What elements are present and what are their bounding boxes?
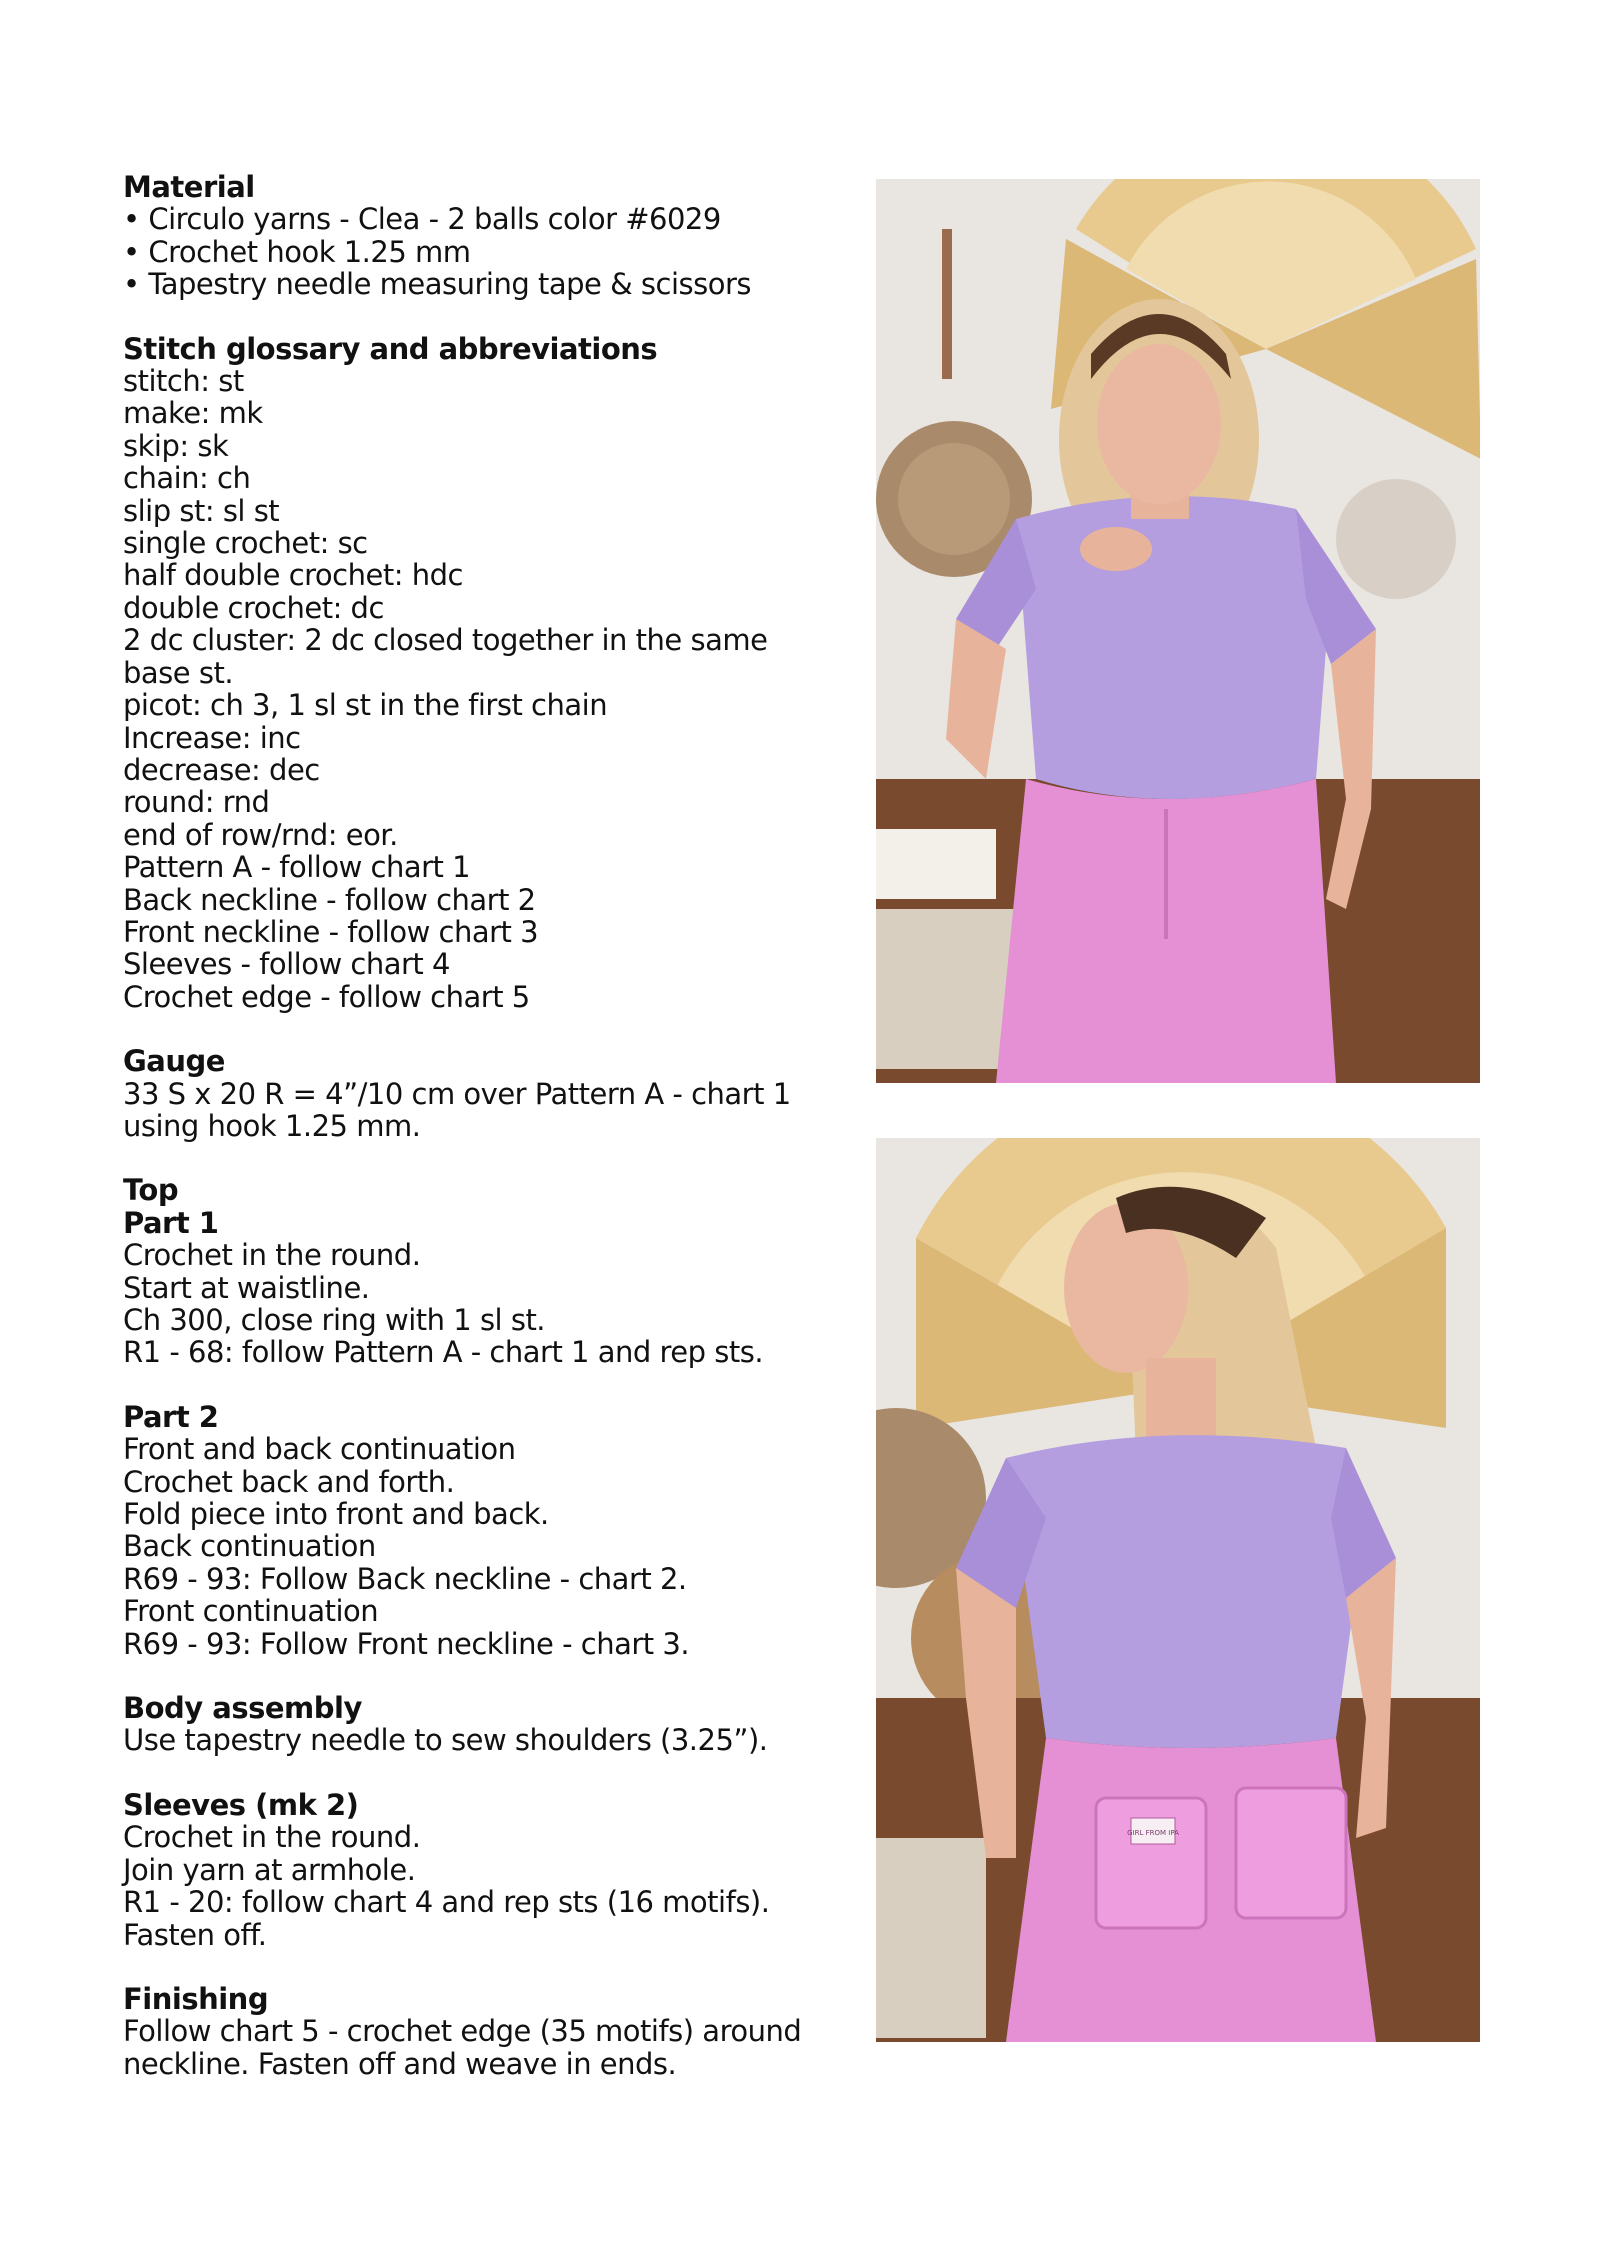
part2-item: Front continuation bbox=[123, 1594, 379, 1629]
part2-item: Crochet back and forth. bbox=[123, 1464, 455, 1499]
body-assembly-text: Use tapestry needle to sew shoulders (3.25”). bbox=[123, 1723, 768, 1758]
part2-section bbox=[123, 1401, 803, 1660]
glossary-item: 2 dc cluster: 2 dc closed together in the same base st. bbox=[123, 623, 768, 690]
body-assembly-section bbox=[123, 1692, 803, 1757]
part2-item: R69 - 93: Follow Front neckline - chart 3. bbox=[123, 1626, 690, 1661]
glossary-item: Increase: inc bbox=[123, 720, 301, 755]
glossary-item: half double crochet: hdc bbox=[123, 558, 463, 593]
glossary-item: picot: ch 3, 1 sl st in the first chain bbox=[123, 688, 608, 723]
model-front-photo bbox=[876, 179, 1480, 1083]
back-pocket bbox=[1236, 1788, 1346, 1918]
instructions-column bbox=[123, 171, 803, 2112]
glossary-item: Front neckline - follow chart 3 bbox=[123, 914, 539, 949]
material-item: • Circulo yarns - Clea - 2 balls color #6029 bbox=[123, 202, 721, 237]
part1-item: Start at waistline. bbox=[123, 1270, 370, 1305]
glossary-item: skip: sk bbox=[123, 428, 229, 463]
gauge-section bbox=[123, 1045, 803, 1142]
glossary-section bbox=[123, 333, 803, 1014]
part1-item: Crochet in the round. bbox=[123, 1238, 421, 1273]
glossary-item: Crochet edge - follow chart 5 bbox=[123, 979, 530, 1014]
sleeves-item: R1 - 20: follow chart 4 and rep sts (16 motifs). bbox=[123, 1885, 770, 1920]
finishing-heading: Finishing bbox=[123, 1981, 269, 2016]
glossary-item: slip st: sl st bbox=[123, 493, 280, 528]
lavender-top bbox=[1016, 496, 1326, 799]
lavender-top bbox=[1006, 1435, 1356, 1748]
glossary-item: Back neckline - follow chart 2 bbox=[123, 882, 536, 917]
sleeves-item: Fasten off. bbox=[123, 1917, 267, 1952]
glossary-item: round: rnd bbox=[123, 785, 270, 820]
material-item: • Tapestry needle measuring tape & scissors bbox=[123, 267, 752, 302]
top-section bbox=[123, 1174, 803, 1368]
part2-item: R69 - 93: Follow Back neckline - chart 2. bbox=[123, 1561, 687, 1596]
part2-item: Fold piece into front and back. bbox=[123, 1497, 549, 1532]
body-assembly-heading: Body assembly bbox=[123, 1691, 362, 1726]
glossary-item: single crochet: sc bbox=[123, 526, 368, 561]
glossary-heading: Stitch glossary and abbreviations bbox=[123, 331, 658, 366]
glossary-item: Sleeves - follow chart 4 bbox=[123, 947, 450, 982]
material-item: • Crochet hook 1.25 mm bbox=[123, 234, 471, 269]
glossary-item: stitch: st bbox=[123, 364, 244, 399]
top-heading: Top bbox=[123, 1173, 179, 1208]
finishing-text: Follow chart 5 - crochet edge (35 motifs) around neckline. Fasten off and weave in ends. bbox=[123, 2014, 802, 2081]
face bbox=[1097, 344, 1221, 504]
glossary-item: make: mk bbox=[123, 396, 263, 431]
material-section bbox=[123, 171, 803, 301]
part1-item: R1 - 68: follow Pattern A - chart 1 and rep sts. bbox=[123, 1335, 764, 1370]
glossary-item: chain: ch bbox=[123, 461, 251, 496]
finishing-section bbox=[123, 1983, 803, 2080]
sleeves-heading: Sleeves (mk 2) bbox=[123, 1787, 359, 1822]
glossary-item: decrease: dec bbox=[123, 752, 320, 787]
part2-heading: Part 2 bbox=[123, 1399, 219, 1434]
part1-item: Ch 300, close ring with 1 sl st. bbox=[123, 1303, 546, 1337]
sleeves-item: Join yarn at armhole. bbox=[123, 1852, 416, 1887]
glossary-item: double crochet: dc bbox=[123, 590, 384, 625]
glossary-item: end of row/rnd: eor. bbox=[123, 817, 398, 852]
sleeves-item: Crochet in the round. bbox=[123, 1820, 421, 1855]
material-heading: Material bbox=[123, 170, 255, 204]
part1-heading: Part 1 bbox=[123, 1205, 219, 1240]
sleeves-section bbox=[123, 1789, 803, 1951]
wall-basket bbox=[1336, 479, 1456, 599]
part2-item: Front and back continuation bbox=[123, 1432, 516, 1467]
jeans-label: GIRL FROM IPA bbox=[1127, 1829, 1179, 1837]
glossary-item: Pattern A - follow chart 1 bbox=[123, 850, 471, 885]
gauge-heading: Gauge bbox=[123, 1044, 225, 1079]
model-back-photo bbox=[876, 1138, 1480, 2042]
part2-item: Back continuation bbox=[123, 1529, 376, 1564]
gauge-text: 33 S x 20 R = 4”/10 cm over Pattern A - chart 1 using hook 1.25 mm. bbox=[123, 1076, 791, 1143]
